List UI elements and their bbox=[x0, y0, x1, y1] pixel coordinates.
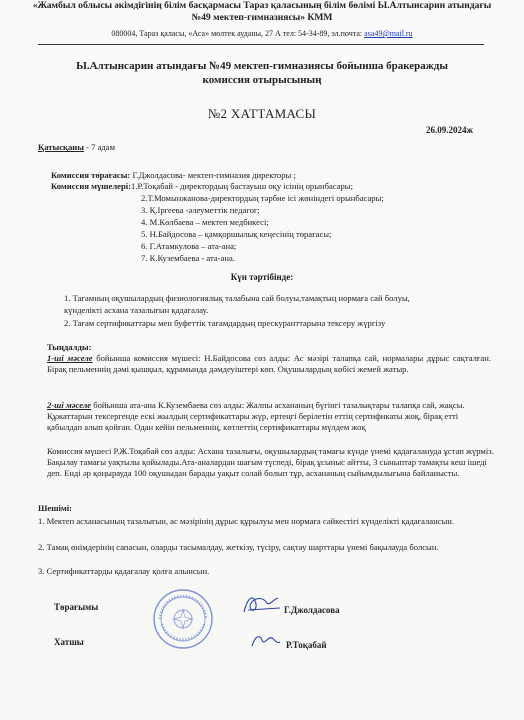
member-item: 3. Қ.Іргеева -әлеуметтік педагог; bbox=[141, 205, 260, 215]
title-line-1: Ы.Алтынсарин атындағы №49 мектеп-гимназиясы бойынша бракеражды bbox=[76, 60, 448, 72]
agenda-item: 2. Тағам сертификаттары мен буфеттік тағамдардың прескуранттарына тексеру жүргізу bbox=[64, 318, 386, 328]
commission-members-row bbox=[51, 181, 353, 191]
decision-item: 2. Тамақ өнімдерінің сапасын, оларды тасымалдау, жеткізу, түсіру, сақтау шарттары үнемі бақылауда болсын. bbox=[38, 542, 439, 552]
chair-signature bbox=[242, 592, 282, 618]
chair-name: Г.Джолдасова bbox=[284, 605, 340, 615]
member-item: 5. Н.Байдосова – қамқоршылық кеңесінің төрағасы; bbox=[141, 229, 332, 239]
issue-2-paragraph bbox=[47, 400, 475, 434]
issue-2-label: 2-ші мәселе bbox=[47, 400, 92, 410]
agenda-item: күнделікті асхана тазалығын қадағалау. bbox=[64, 305, 209, 315]
member-item: 7. К.Кузембаева - ата-ана. bbox=[141, 253, 235, 263]
secretary-role: Хатшы bbox=[54, 637, 84, 647]
header-divider bbox=[38, 44, 484, 45]
header-line-2: №49 мектеп-гимназиясы» КММ bbox=[191, 12, 333, 23]
chair-label: Комиссия төрағасы: bbox=[51, 170, 131, 180]
protocol-number: №2 ХАТТАМАСЫ bbox=[207, 106, 317, 121]
issue-1-label: 1-ші мәселе bbox=[47, 353, 93, 363]
members-label: Комиссия мүшелері: bbox=[51, 181, 132, 191]
commission-chair bbox=[51, 170, 296, 180]
decision-item: 3. Сертификаттарды қадағалау қолға алынсын. bbox=[38, 566, 210, 576]
official-stamp bbox=[152, 588, 214, 650]
decision-item: 1. Мектеп асханасының тазалығын, ас мәзірінің дұрыс құрылуы мен нормаға сәйкестігі күнделікті қадағалансын. bbox=[38, 516, 455, 526]
email-link[interactable]: asa49@mail.ru bbox=[364, 29, 413, 38]
protocol-date: 26.09.2024ж bbox=[426, 125, 474, 135]
secretary-name: Р.Тоқабай bbox=[286, 640, 327, 650]
issue-2-text: бойынша ата-ана К.Кузембаева сөз алды: Жалпы асхананың бүгінгі тазалықтары талапқа сай, жақсы. Құжаттарын тексергенде ескі жылдың сертификаттары жүр, ертеңгі берілетін еттің сертификаты жоқ, бірақ етті қабылдап алып қойған. Одан кейін пельменнің, көтлеттің сертификаттары мүлдем жоқ bbox=[47, 400, 465, 433]
secretary-signature bbox=[250, 630, 282, 652]
agenda-item: 1. Тағамның оқушылардың физиологиялық талабына сай болуы,тамақтың нормаға сай болуы, bbox=[64, 293, 410, 303]
heard-heading: Тыңдалды: bbox=[47, 342, 92, 352]
member-item: 4. М.Көлбаева – мектеп медбикесі; bbox=[141, 217, 269, 227]
attendees-value: - 7 адам bbox=[83, 142, 116, 152]
agenda-heading: Күн тәртібінде: bbox=[230, 272, 294, 282]
issue-1-paragraph bbox=[47, 353, 491, 375]
decision-heading: Шешімі: bbox=[38, 503, 72, 513]
attendees bbox=[38, 142, 115, 152]
issue-2-followup: Комиссия мүшесі Р.Ж.Тоқабай сөз алды: Асхана тазалығы, оқушылардың тамағы күнде үнемі қадағалануда ұстап жүрміз. Бақылау тамағы уақтылы қойылады.Ата-аналардан шағым түспеді, бірақ ұсыныс айтты, 3 сыныптар тамақты кеш ішеді деп. Енді әр қоңырауда 100 оқушыдан барады уақыт солай болып тұр, асхананың сыйымдылығына байланысты. bbox=[47, 446, 494, 479]
member-item: 1.Р.Тоқабай - директордың бастауыш оқу ісінің орынбасары; bbox=[131, 181, 353, 191]
attendees-label: Қатысқаны bbox=[38, 142, 84, 152]
chair-role: Төрағымы bbox=[54, 602, 99, 612]
member-item: 6. Г.Атамкулова – ата-ана; bbox=[141, 241, 237, 251]
issue-1-text: бойынша комиссия мүшесі: Н.Байдосова сөз алды: Ас мәзірі талапқа сай, нормалары дұрыс сақталған. Бірақ пельменнің дәмі қышқыл, құрамында дәмдеуіштері көп. Оқушылардың көбісі жемей жатыр. bbox=[47, 353, 491, 375]
member-item: 2.Т.Момынжанова-директордың тәрбие ісі жөніндегі орынбасары; bbox=[141, 193, 384, 203]
header-line-1: «Жамбыл облысы әкімдігінің білім басқармасы Тараз қаласының білім бөлімі Ы.Алтынсарин атындағы bbox=[32, 0, 492, 11]
chair-value: Г.Джолдасова- мектеп-гимназия директоры ; bbox=[130, 170, 296, 180]
address-text: 080004, Тараз қаласы, «Аса» мөлтек ауданы, 27 А тел: 54-34-89, эл.почта: bbox=[111, 29, 365, 38]
title-line-2: комиссия отырысының bbox=[202, 74, 322, 86]
header-address bbox=[0, 29, 524, 38]
